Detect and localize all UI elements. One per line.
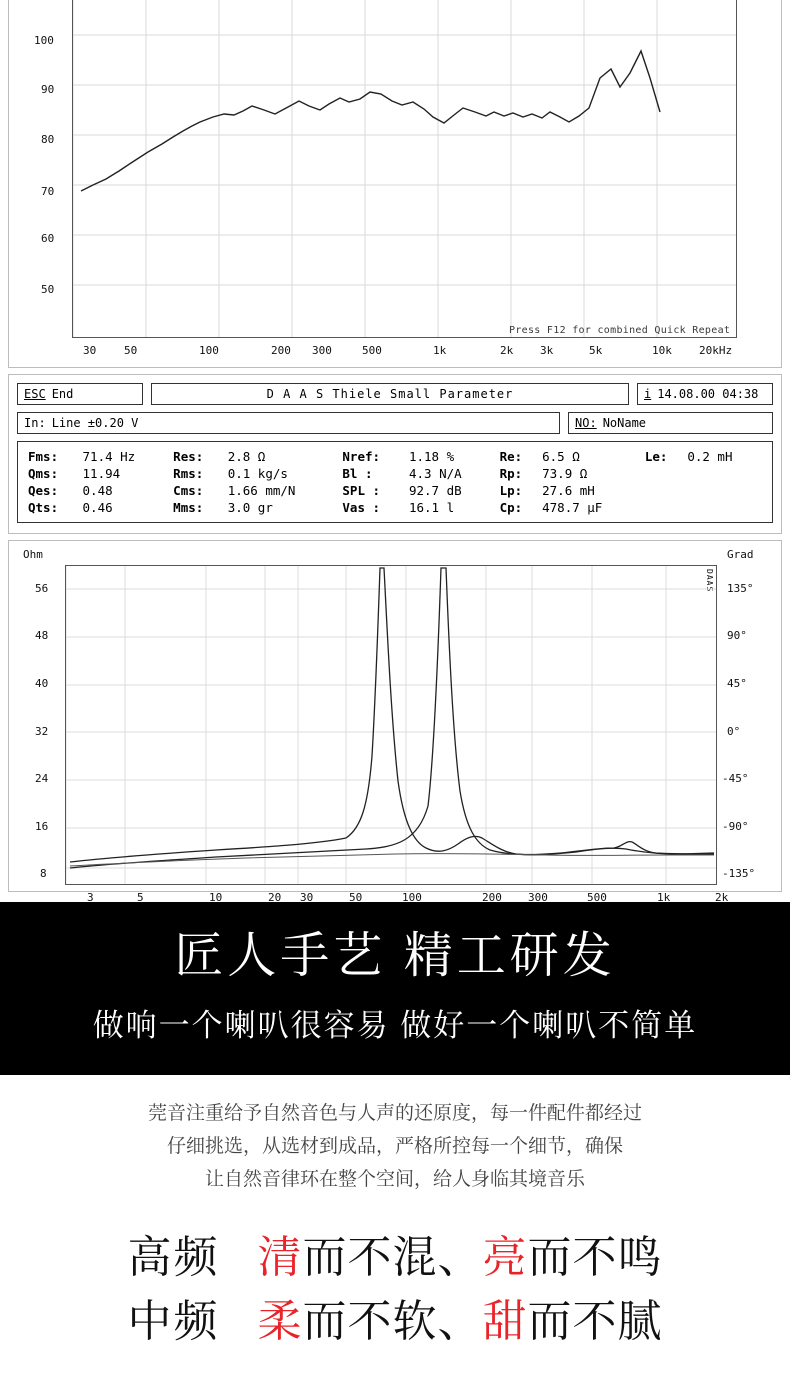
- info-icon: i: [644, 387, 652, 401]
- paragraph-line: 仔细挑选，从选材到成品，严格所控每一个细节，确保: [166, 1136, 623, 1158]
- param-value: 1.66 mm/N: [227, 483, 296, 498]
- spl-xtick: 30: [83, 344, 97, 357]
- name-field[interactable]: [568, 412, 773, 434]
- imp-xtick: 20: [268, 891, 282, 904]
- param-label: Res:: [173, 449, 204, 464]
- imp-xtick: 10: [209, 891, 223, 904]
- imp-ytick-right: -45°: [722, 772, 749, 785]
- spl-curve-svg: [73, 0, 736, 337]
- param-value: 1.18 %: [408, 449, 455, 464]
- imp-ytick-left: 32: [35, 725, 49, 738]
- imp-xtick: 1k: [657, 891, 671, 904]
- spl-xtick: 20kHz: [699, 344, 733, 357]
- param-value: 73.9 Ω: [542, 466, 588, 481]
- esc-end-button[interactable]: [17, 383, 143, 405]
- param-value: 0.46: [82, 500, 113, 515]
- param-value: 71.4 Hz: [82, 449, 136, 464]
- param-label: Mms:: [173, 500, 204, 515]
- frequency-claims: [0, 1202, 790, 1364]
- paragraph-line: 让自然音律环在整个空间，给人身临其境音乐: [204, 1169, 585, 1191]
- spl-xtick: 2k: [500, 344, 514, 357]
- imp-ytick-right: 90°: [727, 629, 747, 642]
- highlight-word: 亮: [482, 1233, 528, 1283]
- spl-note: Press F12 for combined Quick Repeat: [509, 325, 731, 336]
- spl-ytick: 100: [34, 34, 54, 47]
- param-row: [26, 465, 764, 482]
- spl-xtick: 50: [124, 344, 138, 357]
- spl-xtick: 100: [199, 344, 219, 357]
- spl-ytick: 80: [41, 133, 55, 146]
- input-source-value: Line ±0.20 V: [51, 416, 139, 430]
- frequency-claim-row: [0, 1226, 790, 1290]
- param-label: Fms:: [28, 449, 59, 464]
- spl-xtick: 300: [312, 344, 332, 357]
- daas-parameter-panel: [8, 374, 782, 534]
- claim-rest: 而不混、: [302, 1233, 483, 1283]
- param-value: 2.8 Ω: [227, 449, 266, 464]
- imp-xtick: 30: [300, 891, 314, 904]
- param-value: 27.6 mH: [542, 483, 595, 498]
- imp-xtick: 2k: [715, 891, 729, 904]
- impedance-phase-panel: [8, 540, 782, 904]
- impedance-unit-label: Ohm: [23, 548, 43, 561]
- daas-timestamp-field: [637, 383, 773, 405]
- imp-xtick: 3: [87, 891, 94, 904]
- daas-toolbar-row: [17, 383, 773, 405]
- param-value: 92.7 dB: [408, 483, 462, 498]
- param-row: [26, 448, 764, 465]
- claim-rest: 而不鸣: [527, 1233, 663, 1283]
- imp-ytick-right: -90°: [722, 820, 749, 833]
- param-label: Cp:: [499, 500, 523, 515]
- daas-input-row: [17, 412, 773, 434]
- spl-frequency-response-panel: [8, 0, 782, 368]
- imp-xtick: 300: [528, 891, 548, 904]
- spl-ytick: 70: [41, 185, 55, 198]
- param-value: 11.94: [82, 466, 121, 481]
- thiele-small-parameters: [17, 441, 773, 523]
- impedance-plot-area: [65, 565, 717, 885]
- param-row: [26, 499, 764, 516]
- param-value: 16.1 l: [408, 500, 455, 515]
- name-field-label: NO:: [575, 416, 597, 430]
- param-label: Re:: [499, 449, 523, 464]
- spl-xtick: 1k: [433, 344, 447, 357]
- imp-ytick-left: 24: [35, 772, 49, 785]
- highlight-word: 甜: [482, 1297, 528, 1347]
- paragraph-line: 莞音注重给予自然音色与人声的还原度，每一件配件都经过: [147, 1103, 642, 1125]
- frequency-claim-row: [0, 1290, 790, 1354]
- daas-title: D A A S Thiele Small Parameter: [151, 383, 629, 405]
- param-value: 3.0 gr: [227, 500, 273, 515]
- param-label: Lp:: [499, 483, 523, 498]
- param-label: Cms:: [173, 483, 204, 498]
- imp-xtick: 5: [137, 891, 144, 904]
- claim-rest: 而不软、: [302, 1297, 483, 1347]
- param-value: 0.2 mH: [687, 449, 733, 464]
- name-field-value: NoName: [602, 416, 647, 430]
- param-value: 6.5 Ω: [542, 449, 580, 464]
- frequency-band-label: 高频: [127, 1233, 220, 1283]
- claim-rest: 而不腻: [527, 1297, 663, 1347]
- imp-xtick: 100: [402, 891, 422, 904]
- param-label: Qes:: [28, 483, 59, 498]
- daas-watermark: DAAS: [705, 569, 714, 593]
- param-label: Rp:: [499, 466, 523, 481]
- spl-ytick: 90: [41, 83, 55, 96]
- spl-xtick: 3k: [540, 344, 554, 357]
- imp-ytick-left: 16: [35, 820, 49, 833]
- param-label: Vas :: [342, 500, 381, 515]
- input-source-label: In:: [24, 416, 46, 430]
- spl-ytick: 60: [41, 232, 55, 245]
- frequency-band-label: 中频: [127, 1297, 220, 1347]
- phase-unit-label: Grad: [727, 548, 754, 561]
- banner-subheadline: 做响一个喇叭很容易 做好一个喇叭不简单: [92, 1008, 698, 1044]
- param-value: 4.3 N/A: [408, 466, 462, 481]
- frequency-claim-text: [258, 1226, 663, 1290]
- imp-ytick-left: 56: [35, 582, 49, 595]
- spl-xtick: 5k: [589, 344, 603, 357]
- param-label: Qms:: [28, 466, 59, 481]
- imp-ytick-right: 0°: [727, 725, 741, 738]
- spl-ytick: 50: [41, 283, 55, 296]
- imp-xtick: 500: [587, 891, 607, 904]
- daas-timestamp: 14.08.00 04:38: [657, 387, 759, 401]
- spl-xtick: 500: [362, 344, 382, 357]
- imp-ytick-right: 45°: [727, 677, 747, 690]
- param-value: 478.7 µF: [542, 500, 603, 515]
- spl-plot-area: [72, 0, 737, 338]
- param-value: 0.48: [82, 483, 113, 498]
- param-label: Qts:: [28, 500, 59, 515]
- imp-ytick-left: 40: [35, 677, 49, 690]
- banner-headline: 匠人手艺 精工研发: [174, 929, 616, 983]
- highlight-word: 清: [257, 1233, 303, 1283]
- marketing-banner: [0, 902, 790, 1075]
- spl-xtick: 10k: [652, 344, 672, 357]
- description-paragraph: [0, 1075, 790, 1202]
- param-label: Rms:: [173, 466, 204, 481]
- frequency-claim-text: [258, 1290, 663, 1354]
- imp-ytick-left: 8: [40, 867, 47, 880]
- param-label: Le:: [644, 449, 668, 464]
- imp-ytick-left: 48: [35, 629, 49, 642]
- param-row: [26, 482, 764, 499]
- param-value: 0.1 kg/s: [227, 466, 288, 481]
- imp-ytick-right: 135°: [727, 582, 754, 595]
- param-label: Bl :: [342, 466, 373, 481]
- esc-action-label: End: [51, 387, 74, 401]
- impedance-curve-svg: [66, 566, 716, 884]
- highlight-word: 柔: [257, 1297, 303, 1347]
- esc-key-label: ESC: [24, 387, 46, 401]
- imp-xtick: 200: [482, 891, 502, 904]
- imp-ytick-right: -135°: [722, 867, 756, 880]
- param-label: SPL :: [342, 483, 381, 498]
- spl-xtick: 200: [271, 344, 291, 357]
- input-source-field[interactable]: [17, 412, 560, 434]
- param-label: Nref:: [342, 449, 381, 464]
- imp-xtick: 50: [349, 891, 363, 904]
